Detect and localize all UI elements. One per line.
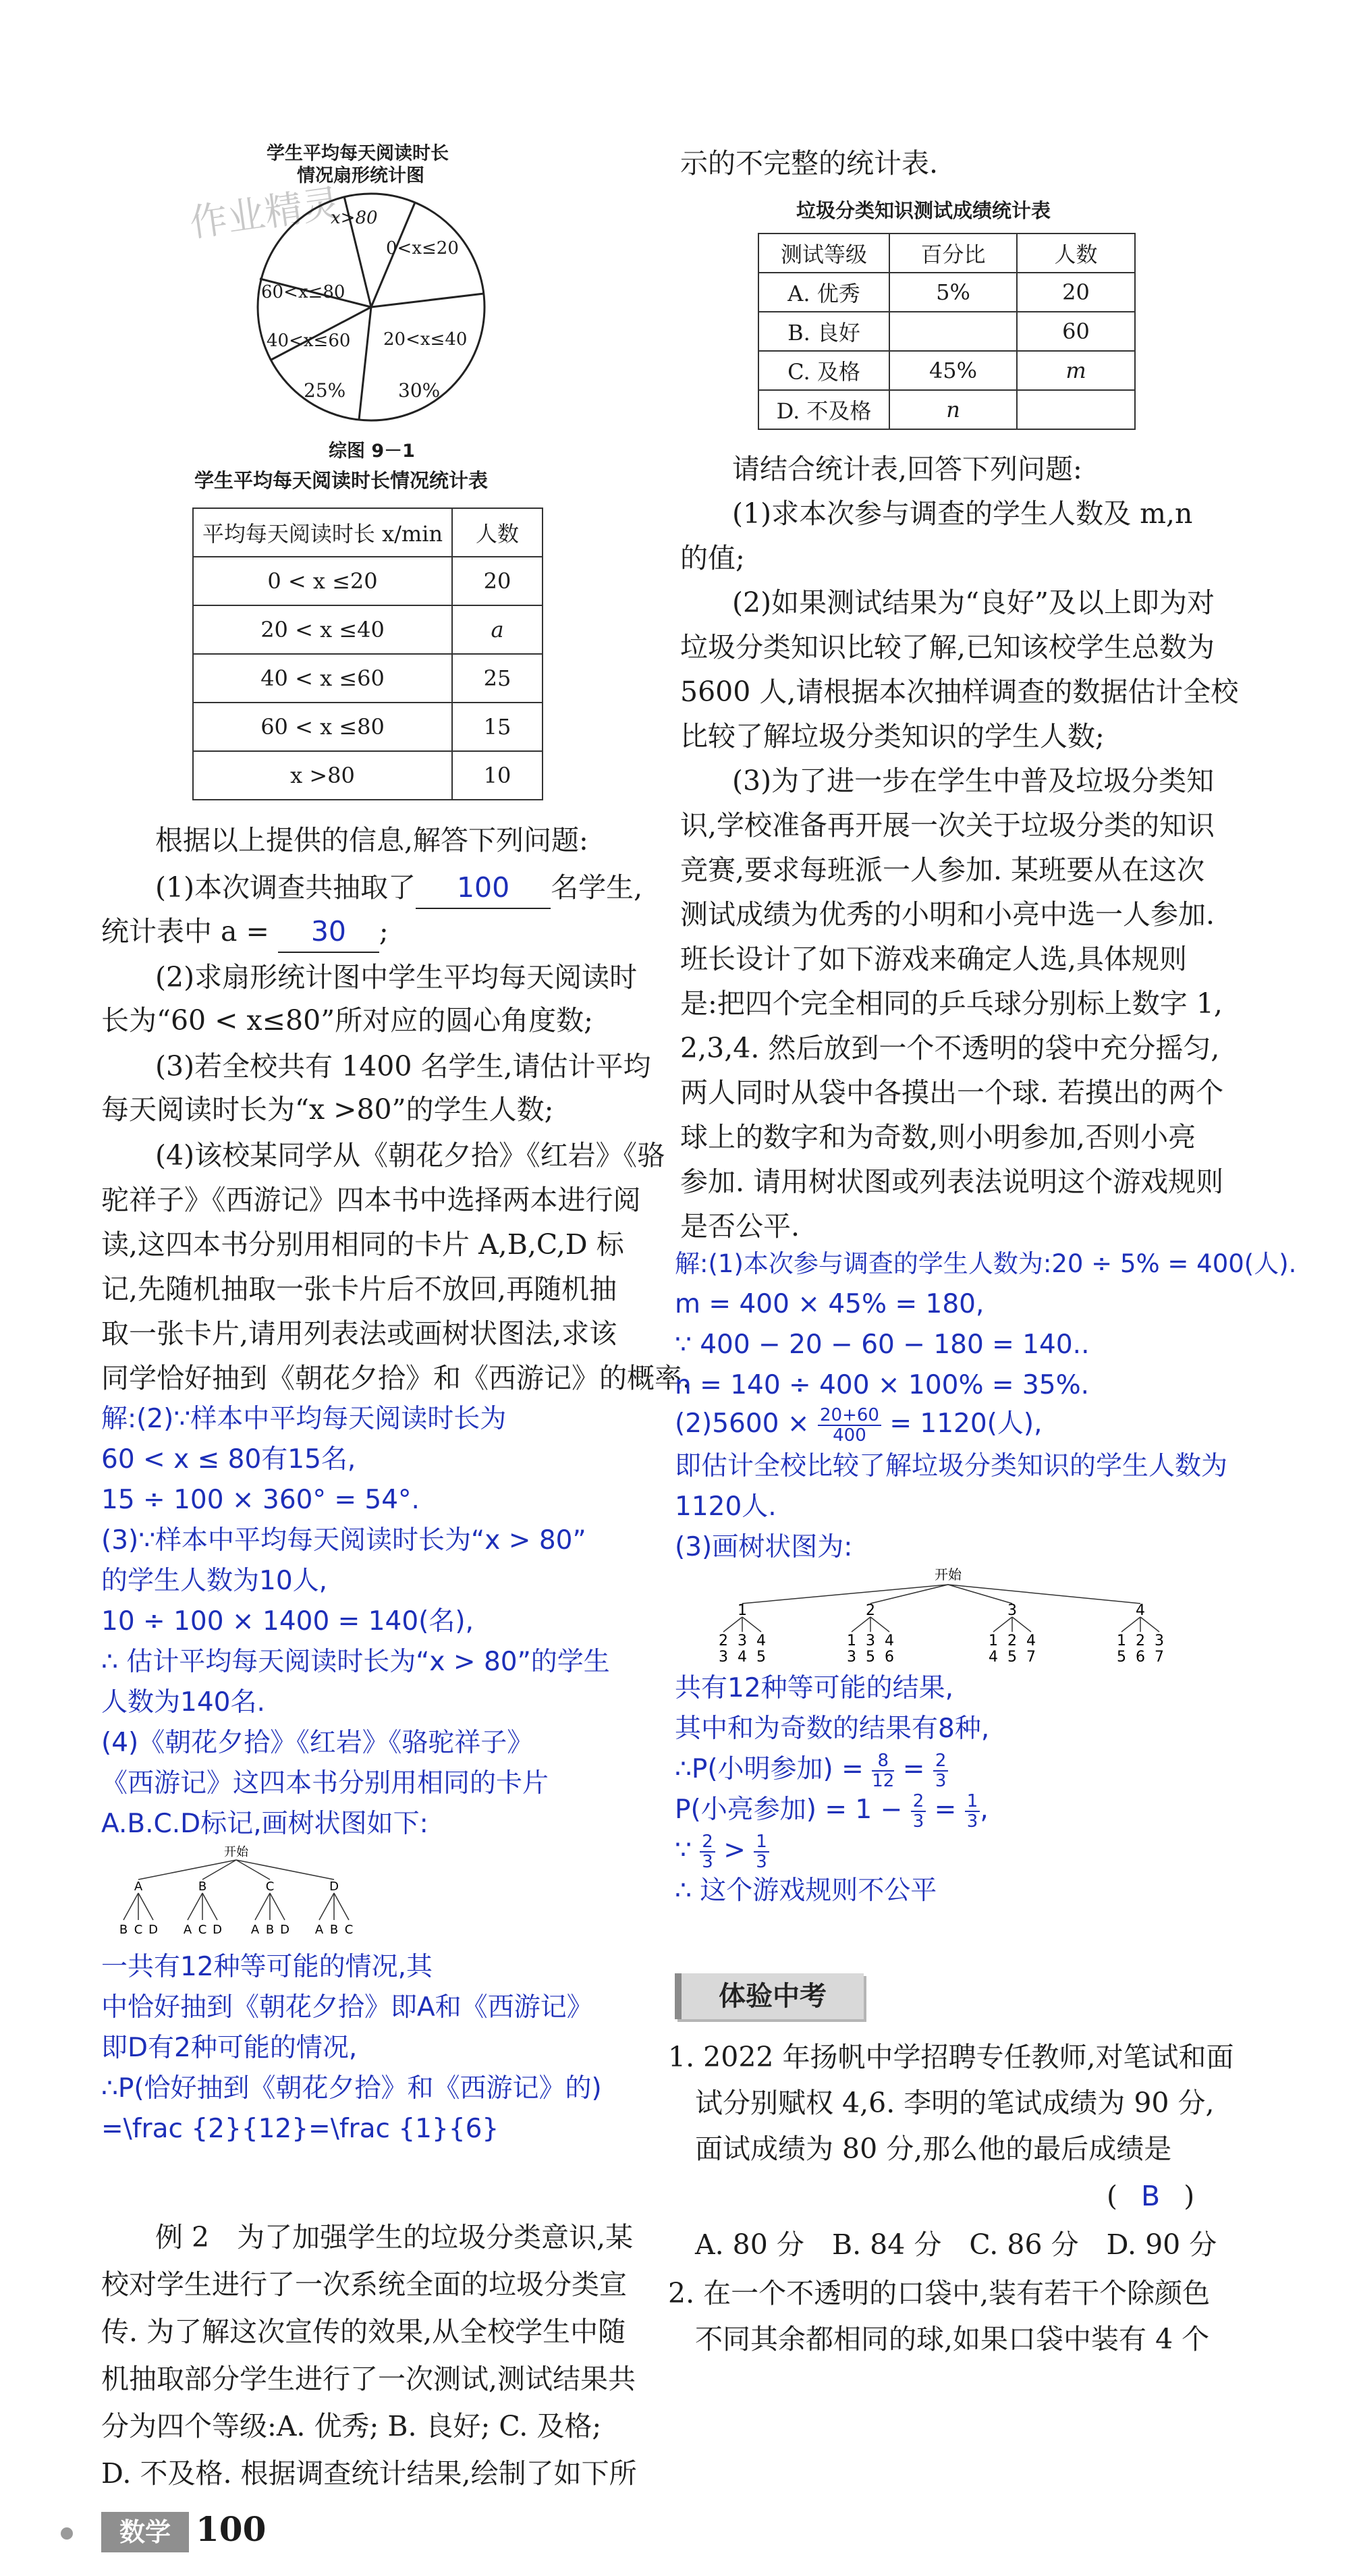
table-row <box>193 557 543 605</box>
tree-leaf: 2 <box>1136 1633 1145 1649</box>
example2-line: 分为四个等级:A. 优秀; B. 良好; C. 及格; <box>101 2410 602 2442</box>
tree-leaf: B <box>329 1923 339 1937</box>
pie-label-20-40: 20<x≤40 <box>383 329 468 350</box>
solution-line: 即D有2种可能的情况, <box>101 2033 358 2063</box>
table-cell: 60 <box>1017 312 1135 351</box>
solution-line: ∴P(恰好抽到《朝花夕拾》和《西游记》的) <box>101 2073 602 2104</box>
table-cell: 10 <box>452 751 543 800</box>
tree-node: 4 <box>1136 1602 1145 1619</box>
tree-node: B <box>198 1880 207 1894</box>
tree-leaf: 1 <box>1117 1633 1126 1649</box>
right-question-line: 竞赛,要求每班派一人参加. 某班要从在这次 <box>680 854 1205 886</box>
pie-label-60-80: 60<x≤80 <box>261 282 345 302</box>
example2-line: 例 2 为了加强学生的垃圾分类意识,某 <box>155 2221 634 2253</box>
tree-sum: 7 <box>1026 1649 1036 1666</box>
solution-line: 中恰好抽到《朝花夕拾》即A和《西游记》 <box>101 1992 593 2023</box>
pie-divider <box>359 307 371 420</box>
tree-node: 1 <box>738 1602 747 1619</box>
table-cell: 20 <box>1017 273 1135 312</box>
prob-cmp-pre: ∵ <box>675 1835 692 1865</box>
example2-continuation: 示的不完整的统计表. <box>680 147 939 180</box>
fraction-denominator: 12 <box>872 1770 895 1791</box>
table-cell: 20 < x ≤40 <box>193 605 452 654</box>
fraction-numerator: 1 <box>965 1792 980 1812</box>
example2-line: D. 不及格. 根据调查统计结果,绘制了如下所 <box>101 2457 637 2490</box>
answer-blank-2: 30 <box>278 911 379 953</box>
pie-label-30pct: 30% <box>398 379 441 402</box>
tree-leaf: 4 <box>1026 1633 1036 1649</box>
solution-line: 的学生人数为10人, <box>101 1566 328 1596</box>
solution-line-fraction <box>675 1404 1043 1445</box>
pie-label-40-60: 40<x≤60 <box>267 331 351 351</box>
exam-options <box>695 2224 1217 2265</box>
probability-xiaoliang: P(小亮参加) = 1 − $\frac{2}{3}$ = $\frac{1}{3}$ , <box>675 1790 989 1832</box>
fraction-numerator: 1 <box>754 1832 769 1853</box>
equals-sign: = <box>934 1794 957 1825</box>
exam-question-2-line: 2. 在一个不透明的口袋中,装有若干个除颜色 <box>668 2277 1211 2309</box>
tree-leaf: D <box>148 1923 158 1937</box>
example2-line: 校对学生进行了一次系统全面的垃圾分类宣 <box>101 2268 627 2301</box>
tree-node: D <box>329 1880 339 1894</box>
figure-label: 综图 9－1 <box>329 441 415 462</box>
answer-bracket <box>1107 2176 1194 2216</box>
solution-line: (4)《朝花夕拾》《红岩》《骆驼祥子》 <box>101 1728 534 1758</box>
fraction-numerator: 2 <box>911 1792 926 1812</box>
tree-leaf: 1 <box>847 1633 856 1649</box>
question-1-line1 <box>155 867 642 909</box>
question-1-text-b: 名学生, <box>551 871 643 904</box>
table-cell: 60 < x ≤80 <box>193 703 452 751</box>
exam-question-2-line: 不同其余都相同的球,如果口袋中装有 4 个 <box>695 2323 1210 2355</box>
sol2-pre: (2)5600 × <box>675 1408 810 1439</box>
question-3-line: (3)若全校共有 1400 名学生,请估计平均 <box>155 1050 651 1083</box>
solution-line: (3)∵样本中平均每天阅读时长为“x > 80” <box>101 1525 586 1556</box>
pie-title-line2: 情况扇形统计图 <box>297 165 424 186</box>
right-question-line: 请结合统计表,回答下列问题: <box>732 453 1082 485</box>
reading-time-table <box>192 508 543 800</box>
tree-start-label: 开始 <box>224 1845 248 1859</box>
probability-xiaoming <box>675 1749 948 1790</box>
tree-leaf: A <box>314 1923 324 1937</box>
prob-xm-pre: ∴P(小明参加) = <box>675 1754 864 1784</box>
tree-sum: 5 <box>1117 1649 1126 1666</box>
table-cell: 15 <box>452 703 543 751</box>
tree-sum: 5 <box>1007 1649 1017 1666</box>
fraction-numerator: 2 <box>933 1751 949 1772</box>
right-question-line: 识,学校准备再开展一次关于垃圾分类的知识 <box>680 809 1215 842</box>
question-4-line: 读,这四本书分别用相同的卡片 A,B,C,D 标 <box>101 1228 624 1261</box>
right-question-line: 参加. 请用树状图或列表法说明这个游戏规则 <box>680 1166 1224 1198</box>
tree-leaf: C <box>198 1923 207 1937</box>
table-row <box>193 751 543 800</box>
tree-node: A <box>134 1880 143 1894</box>
table-cell: D. 不及格 <box>758 390 889 429</box>
fraction <box>872 1751 894 1790</box>
tree-sum: 7 <box>1155 1649 1164 1666</box>
right-question-line: 两人同时从袋中各摸出一个球. 若摸出的两个 <box>680 1076 1224 1109</box>
page-number: 100 <box>196 2509 267 2549</box>
probability-comparison <box>675 1830 769 1871</box>
pie-label-25pct: 25% <box>304 379 346 402</box>
table-cell: n <box>889 390 1017 429</box>
table-cell: a <box>452 605 543 654</box>
table2-caption: 垃圾分类知识测试成绩统计表 <box>796 199 1051 222</box>
tree-sum: 5 <box>756 1649 766 1666</box>
tree-leaf: 2 <box>719 1633 728 1649</box>
right-question-line: (3)为了进一步在学生中普及垃圾分类知 <box>732 765 1215 797</box>
table-row <box>758 351 1135 390</box>
tree-leaf: A <box>183 1923 192 1937</box>
question-4-line: (4)该校某同学从《朝花夕拾》《红岩》《骆 <box>155 1139 665 1172</box>
tree-sum: 5 <box>866 1649 875 1666</box>
table-row <box>758 312 1135 351</box>
option-b: B. 84 分 <box>831 2228 942 2261</box>
tree-leaf: C <box>134 1923 143 1937</box>
table-cell <box>1017 390 1135 429</box>
tree-diagram-balls <box>675 1564 1208 1666</box>
solution-line: 60 < x ≤ 80有15名, <box>101 1444 356 1475</box>
tree-leaf: 2 <box>1007 1633 1017 1649</box>
right-question-line: 5600 人,请根据本次抽样调查的数据估计全校 <box>680 676 1239 708</box>
bracket-left: ( <box>1107 2180 1117 2212</box>
fraction <box>933 1751 949 1790</box>
tree-sum: 6 <box>885 1649 894 1666</box>
fraction <box>754 1832 769 1871</box>
solution-line: A.B.C.D标记,画树状图如下: <box>101 1809 428 1839</box>
exam-question-1-line: 1. 2022 年扬帆中学招聘专任教师,对笔试和面 <box>668 2041 1234 2073</box>
answer-blank-1: 100 <box>416 867 551 909</box>
solution-line: 解:(2)∵样本中平均每天阅读时长为 <box>101 1404 507 1434</box>
example2-line: 传. 为了解这次宣传的效果,从全校学生中随 <box>101 2315 626 2348</box>
tree-sum: 6 <box>1136 1649 1145 1666</box>
garbage-test-table <box>758 233 1136 430</box>
fraction-numerator: 8 <box>872 1751 894 1772</box>
tree-leaf: C <box>344 1923 354 1937</box>
right-question-line: 球上的数字和为奇数,则小明参加,否则小亮 <box>680 1121 1196 1153</box>
tree-leaf: 3 <box>866 1633 875 1649</box>
table2-header: 人数 <box>1017 234 1135 273</box>
table-cell: m <box>1017 351 1135 390</box>
table-cell: 20 <box>452 557 543 605</box>
solution-line: 即估计全校比较了解垃圾分类知识的学生人数为 <box>675 1451 1228 1481</box>
solution-line: 《西游记》这四本书分别用相同的卡片 <box>101 1768 549 1799</box>
table-row <box>758 390 1135 429</box>
tree-diagram-cards <box>101 1842 371 1944</box>
table1-header: 平均每天阅读时长 x/min <box>193 508 452 557</box>
tree-leaf: 3 <box>1155 1633 1164 1649</box>
right-question-line: 是否公平. <box>680 1210 800 1242</box>
tree-leaf: D <box>280 1923 289 1937</box>
table2-header: 测试等级 <box>758 234 889 273</box>
answer-choice: B <box>1141 2180 1161 2212</box>
solution-line: ∴ 估计平均每天阅读时长为“x > 80”的学生 <box>101 1647 610 1677</box>
question-1-text-c: 统计表中 a = <box>101 915 269 948</box>
solution-line: ∵ 400 − 20 − 60 − 180 = 140.. <box>675 1330 1090 1360</box>
table-cell: C. 及格 <box>758 351 889 390</box>
right-question-line: (1)求本次参与调查的学生人数及 m,n <box>732 497 1193 530</box>
example2-line: 机抽取部分学生进行了一次测试,测试结果共 <box>101 2363 636 2395</box>
tree-leaf: A <box>250 1923 260 1937</box>
right-question-line: 测试成绩为优秀的小明和小亮中选一人参加. <box>680 898 1215 931</box>
section-header: 体验中考 <box>675 1973 864 2019</box>
solution-line: 共有12种等可能的结果, <box>675 1673 954 1703</box>
pie-label-gt80: x>80 <box>331 208 378 228</box>
table-cell: 25 <box>452 654 543 703</box>
tree-sum: 4 <box>989 1649 998 1666</box>
fraction <box>911 1792 926 1831</box>
table-cell: A. 优秀 <box>758 273 889 312</box>
table-cell: 5% <box>889 273 1017 312</box>
greater-than-sign: > <box>723 1835 746 1865</box>
right-question-line: 垃圾分类知识比较了解,已知该校学生总数为 <box>680 631 1215 663</box>
solution-line: 其中和为奇数的结果有8种, <box>675 1714 990 1744</box>
tree-node: 2 <box>866 1602 875 1619</box>
prob-xl-pre: P(小亮参加) = 1 − <box>675 1794 903 1825</box>
question-4-line: 同学恰好抽到《朝花夕拾》和《西游记》的概率. <box>101 1362 692 1394</box>
table-row <box>758 273 1135 312</box>
table1-caption: 学生平均每天阅读时长情况统计表 <box>194 469 489 492</box>
sol2-post: = 1120(人), <box>889 1408 1043 1439</box>
exam-question-1-line: 试分别赋权 4,6. 李明的笔试成绩为 90 分, <box>695 2087 1215 2119</box>
tree-leaf: B <box>119 1923 128 1937</box>
option-d: D. 90 分 <box>1106 2228 1217 2261</box>
option-a: A. 80 分 <box>695 2228 804 2261</box>
question-4-line: 记,先随机抽取一张卡片后不放回,再随机抽 <box>101 1273 617 1305</box>
equals-sign: = <box>902 1754 925 1784</box>
solution-line: m = 400 × 45% = 180, <box>675 1289 984 1319</box>
fraction-denominator: 3 <box>756 1851 767 1872</box>
table-cell: 0 < x ≤20 <box>193 557 452 605</box>
right-question-line: 比较了解垃圾分类知识的学生人数; <box>680 720 1105 752</box>
question-1-text-d: ; <box>379 915 389 948</box>
table-cell: 45% <box>889 351 1017 390</box>
solution-line: 1120人. <box>675 1491 777 1522</box>
table-cell: B. 良好 <box>758 312 889 351</box>
table1-header: 人数 <box>452 508 543 557</box>
fraction-denominator: 3 <box>702 1851 713 1872</box>
table-cell: x >80 <box>193 751 452 800</box>
footer-dot-icon <box>61 2527 73 2540</box>
question-4-line: 驼祥子》《西游记》四本书中选择两本进行阅 <box>101 1184 641 1216</box>
bracket-right: ) <box>1184 2180 1195 2212</box>
footer-subject-badge: 数学 <box>101 2512 189 2552</box>
tree-start-label: 开始 <box>935 1566 962 1583</box>
tree-node: C <box>265 1880 275 1894</box>
fraction-denominator: 3 <box>966 1811 978 1832</box>
pie-label-0-20: 0<x≤20 <box>386 238 459 258</box>
tree-leaf: D <box>213 1923 222 1937</box>
tree-sum: 3 <box>719 1649 728 1666</box>
fraction-denominator: 3 <box>935 1770 947 1791</box>
fraction <box>965 1792 980 1831</box>
right-question-line: 的值; <box>680 542 745 574</box>
fraction <box>818 1406 881 1445</box>
solution-line: n = 140 ÷ 400 × 100% = 35%. <box>675 1370 1090 1400</box>
tree-edges <box>123 1860 349 1920</box>
solution-line: 一共有12种等可能的情况,其 <box>101 1952 433 1982</box>
table-row <box>193 703 543 751</box>
tree-edges <box>723 1585 1159 1632</box>
tree-leaf: 4 <box>756 1633 766 1649</box>
tree-leaf: B <box>265 1923 275 1937</box>
pie-divider <box>371 294 484 307</box>
fraction-denominator: 400 <box>833 1425 866 1446</box>
tree-leaf: 4 <box>885 1633 894 1649</box>
intro-text: 根据以上提供的信息,解答下列问题: <box>155 824 588 856</box>
right-question-line: 2,3,4. 然后放到一个不透明的袋中充分摇匀, <box>680 1032 1220 1064</box>
fraction-denominator: 3 <box>912 1811 924 1832</box>
tree-leaf: 1 <box>989 1633 998 1649</box>
conclusion-line: ∴ 这个游戏规则不公平 <box>675 1875 937 1906</box>
watermark: 作业精灵 <box>187 181 343 246</box>
question-4-line: 取一张卡片,请用列表法或画树状图法,求该 <box>101 1317 617 1350</box>
solution-line: 15 ÷ 100 × 360° = 54°. <box>101 1485 420 1515</box>
table-cell <box>889 312 1017 351</box>
option-c: C. 86 分 <box>969 2228 1079 2261</box>
fraction-numerator: 20+60 <box>818 1406 881 1426</box>
table-cell: 40 < x ≤60 <box>193 654 452 703</box>
question-1-text-a: (1)本次调查共抽取了 <box>155 871 416 904</box>
question-2-line: (2)求扇形统计图中学生平均每天阅读时 <box>155 961 638 993</box>
right-question-line: (2)如果测试结果为“良好”及以上即为对 <box>732 586 1215 619</box>
solution-line: (3)画树状图为: <box>675 1532 853 1562</box>
solution-line: 人数为140名. <box>101 1687 265 1718</box>
table-row <box>193 605 543 654</box>
solution-line: 10 ÷ 100 × 1400 = 140(名), <box>101 1606 474 1637</box>
fraction <box>700 1832 715 1871</box>
right-question-line: 是:把四个完全相同的乒乓球分别标上数字 1, <box>680 987 1223 1020</box>
question-1-line2 <box>101 911 389 953</box>
tree-sum: 3 <box>847 1649 856 1666</box>
tree-leaf: 3 <box>738 1633 747 1649</box>
right-question-line: 班长设计了如下游戏来确定人选,具体规则 <box>680 943 1188 975</box>
fraction-numerator: 2 <box>700 1832 715 1853</box>
tree-node: 3 <box>1007 1602 1017 1619</box>
question-2-line: 长为“60 < x≤80”所对应的圆心角度数; <box>101 1004 593 1037</box>
exam-question-1-line: 面试成绩为 80 分,那么他的最后成绩是 <box>695 2133 1172 2165</box>
table2-header: 百分比 <box>889 234 1017 273</box>
tree-sum: 4 <box>738 1649 747 1666</box>
solution-line: =\frac {2}{12}=\frac {1}{6} <box>101 2114 499 2144</box>
table-row <box>193 654 543 703</box>
question-3-line: 每天阅读时长为“x >80”的学生人数; <box>101 1093 554 1126</box>
solution-line: 解:(1)本次参与调查的学生人数为:20 ÷ 5% = 400(人). <box>675 1249 1297 1278</box>
pie-title-line1: 学生平均每天阅读时长 <box>267 143 449 164</box>
